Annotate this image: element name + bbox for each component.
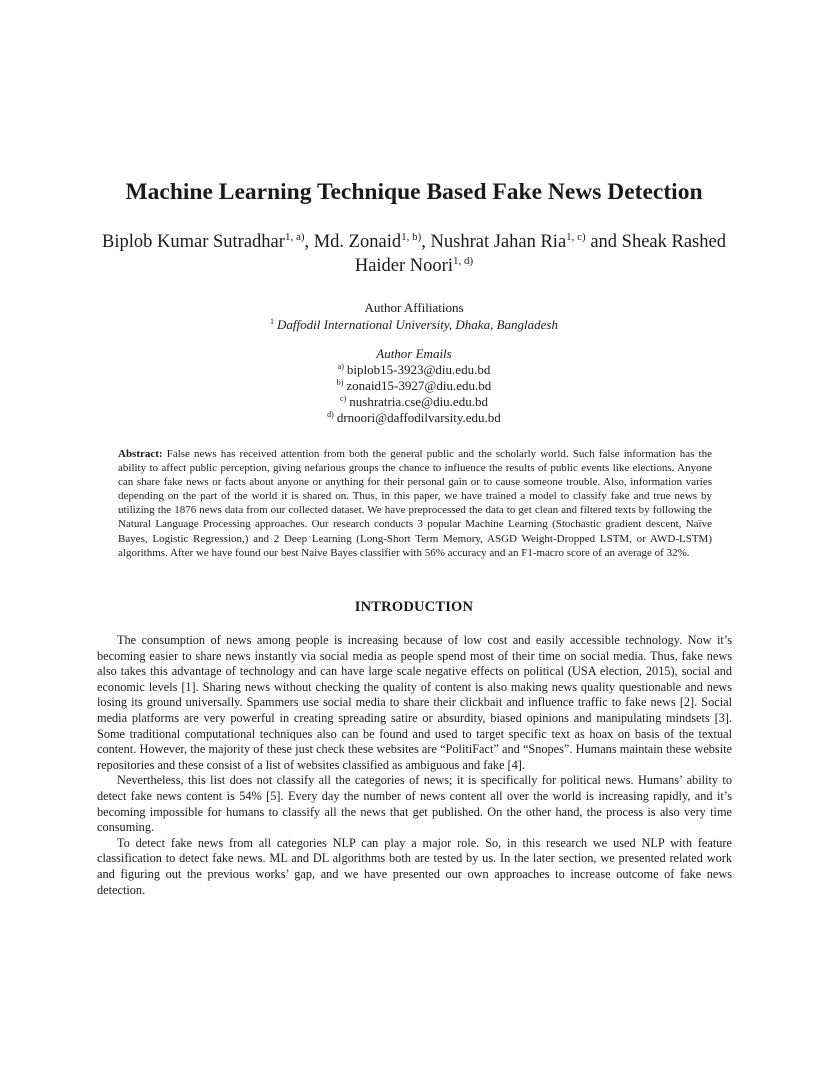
author-affil-marker: 1, d) — [452, 255, 474, 267]
abstract-label: Abstract: — [118, 448, 163, 460]
email-marker: a) — [337, 362, 344, 371]
author-affil-marker: 1, b) — [401, 231, 422, 243]
body-paragraph: To detect fake news from all categories NLP can play a major role. So, in this research we used NLP with feature classification to detect fake news. ML and DL algorithms both are tested by us. In the later section, we presented related work and figuring out the previous works’ gap, and we have presented our own approaches to increase outcome of fake news detection. — [97, 835, 732, 897]
author-name: Nushrat Jahan Ria — [430, 232, 567, 252]
paper-title: Machine Learning Technique Based Fake News Detection — [125, 179, 703, 205]
affiliations-block — [0, 299, 828, 333]
author-name: Biplob Kumar Sutradhar — [102, 232, 285, 252]
author-name: Md. Zonaid — [313, 232, 402, 252]
email-marker: b) — [336, 378, 344, 387]
section-heading-introduction: INTRODUCTION — [354, 599, 474, 615]
author-separator: , — [421, 232, 431, 252]
email-address[interactable]: drnoori@daffodilvarsity.edu.bd — [336, 410, 501, 425]
author-affil-marker: 1, c) — [566, 231, 586, 243]
author-separator: , — [304, 232, 314, 252]
abstract — [118, 447, 712, 560]
emails-label: Author Emails — [376, 346, 452, 361]
body-paragraph: The consumption of news among people is increasing because of low cost and easily accessible technology. Now it’s becoming easier to share news instantly via social media as people spend most of their time on social media. Thus, fake news also takes this advantage of technology and can have large scale negative effects on political (USA election, 2015), social and economic levels [1]. Sharing news without checking the quality of content is also making news quality questionable and news losing its ground universally. Spammers use social media to share their clickbait and influence traffic to fake news [2]. Social media platforms are very powerful in creating spreading satire or absurdity, biased opinions and manipulating mindsets [3]. Some traditional computational techniques also can be found and used to target specific text as hoax on basis of the textual content. However, the majority of these just check these websites are “PolitiFact” and “Snopes”. Humans maintain these website repositories and these consist of a list of websites classified as ambiguous and fake [4]. — [97, 633, 732, 772]
abstract-text: False news has received attention from both the general public and the scholarly world. Such false information has the ability to affect public perception, giving nefarious groups the chance to influence the results of public events like elections. Anyone can share fake news or facts about anyone or anything for their personal gain or to cause someone trouble. Also, information varies depending on the part of the world it is shared on. Thus, in this paper, we have trained a model to classify fake and true news by utilizing the 1876 news data from our collected dataset. We have preprocessed the data to get clean and filtered texts by following the Natural Language Processing approaches. Our research conducts 3 popular Machine Learning (Stochastic gradient descent, Naïve Bayes, Logistic Regression,) and 2 Deep Learning (Long-Short Term Memory, ASGD Weight-Dropped LSTM, or AWD-LSTM) algorithms. After we have found our best Naive Bayes classifier with 56% accuracy and an F1-macro score of an average of 32%. — [118, 448, 712, 559]
email-address[interactable]: zonaid15-3927@diu.edu.bd — [346, 378, 492, 393]
email-address[interactable]: nushratria.cse@diu.edu.bd — [349, 394, 488, 409]
email-line — [0, 394, 828, 410]
author-name: Sheak Rashed Haider Noori — [354, 232, 726, 276]
affiliation-line — [0, 316, 828, 333]
body-paragraph: Nevertheless, this list does not classify all the categories of news; it is specifically for political news. Humans’ ability to detect fake news content is 54% [5]. Every day the number of news content all over the world is increasing rapidly, and it’s becoming impossible for humans to classify all the news that get published. On the other hand, the process is also very time consuming. — [97, 773, 732, 835]
email-marker: c) — [340, 394, 347, 403]
author-affil-marker: 1, a) — [284, 231, 305, 243]
emails-block — [0, 346, 828, 426]
email-line — [0, 362, 828, 378]
introduction-body — [97, 633, 732, 898]
email-line — [0, 378, 828, 394]
affiliations-label: Author Affiliations — [364, 300, 464, 315]
author-list — [100, 230, 728, 278]
email-marker: d) — [327, 410, 334, 419]
affiliation-marker: 1 — [270, 317, 275, 326]
email-address[interactable]: biplob15-3923@diu.edu.bd — [346, 362, 491, 377]
affiliation-institution: Daffodil International University, Dhaka, Bangladesh — [277, 317, 558, 332]
email-line — [0, 410, 828, 426]
author-separator: and — [585, 232, 622, 252]
